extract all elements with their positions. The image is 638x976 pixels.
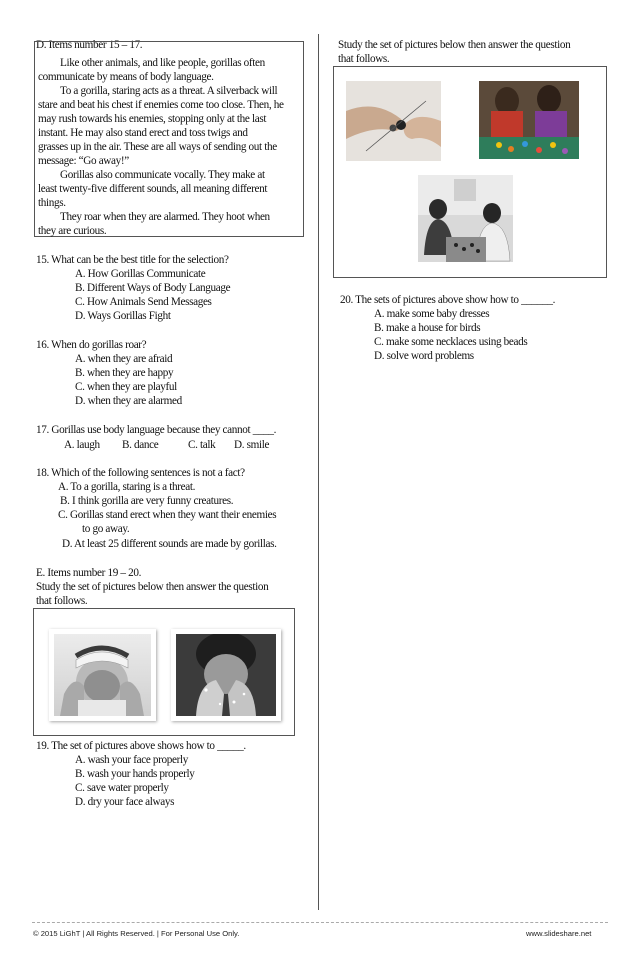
passage-line: Like other animals, and like people, gorillas often (60, 57, 265, 69)
question-19-option[interactable]: B. wash your hands properly (75, 768, 195, 780)
section-d-heading: D. Items number 15 – 17. (36, 39, 143, 51)
question-20-stem: 20. The sets of pictures above show how to ______. (340, 294, 556, 306)
passage-line: message: “Go away!” (38, 155, 129, 167)
passage-line: least twenty-five different sounds, all meaning different (38, 183, 268, 195)
passage-line: They roar when they are alarmed. They hoot when (60, 211, 270, 223)
section-e-heading: E. Items number 19 – 20. (36, 567, 142, 579)
question-18-option[interactable]: B. I think gorilla are very funny creatures. (60, 495, 234, 507)
question-18-option[interactable]: C. Gorillas stand erect when they want their enemies (58, 509, 277, 521)
question-16-option[interactable]: B. when they are happy (75, 367, 174, 379)
question-15-option[interactable]: D. Ways Gorillas Fight (75, 310, 171, 322)
right-instruction: Study the set of pictures below then answer the question (338, 39, 571, 51)
section-e-instruction: that follows. (36, 595, 88, 607)
question-15-option[interactable]: A. How Gorillas Communicate (75, 268, 206, 280)
section-e-instruction: Study the set of pictures below then answer the question (36, 581, 269, 593)
question-15-option[interactable]: B. Different Ways of Body Language (75, 282, 231, 294)
question-17-option[interactable]: A. laugh (64, 439, 100, 451)
passage-line: stare and beat his chest if enemies come too close. Then, he (38, 99, 284, 111)
footer-site-link[interactable]: www.slideshare.net (526, 929, 592, 938)
passage-line: grasses up in the air. These are all ways of sending out the (38, 141, 277, 153)
passage-line: communicate by means of body language. (38, 71, 214, 83)
question-17-option[interactable]: C. talk (188, 439, 216, 451)
passage-line: they are curious. (38, 225, 107, 237)
column-divider (318, 34, 319, 910)
question-20-option[interactable]: B. make a house for birds (374, 322, 481, 334)
question-19-option[interactable]: D. dry your face always (75, 796, 175, 808)
question-20-option[interactable]: D. solve word problems (374, 350, 474, 362)
face-washing-picture-box (33, 608, 295, 736)
passage-line: may rush towards his enemies, stopping only at the last (38, 113, 267, 125)
question-19-option[interactable]: A. wash your face properly (75, 754, 188, 766)
question-20-option[interactable]: C. make some necklaces using beads (374, 336, 528, 348)
question-17-option[interactable]: D. smile (234, 439, 270, 451)
question-16-option[interactable]: C. when they are playful (75, 381, 177, 393)
fingers-threading-bead-image (346, 81, 441, 161)
hands-splashing-face-image (176, 634, 276, 716)
question-17-option[interactable]: B. dance (122, 439, 159, 451)
woman-with-headband-image (54, 634, 151, 716)
question-20-option[interactable]: A. make some baby dresses (374, 308, 490, 320)
beading-photo-1 (346, 81, 441, 161)
question-16-option[interactable]: D. when they are alarmed (75, 395, 182, 407)
question-16-stem: 16. When do gorillas roar? (36, 339, 147, 351)
passage-line: things. (38, 197, 66, 209)
people-with-bead-necklaces-image (479, 81, 579, 159)
question-15-stem: 15. What can be the best title for the selection? (36, 254, 229, 266)
question-18-stem: 18. Which of the following sentences is not a fact? (36, 467, 245, 479)
footer-rule (32, 922, 608, 923)
question-18-option[interactable]: A. To a gorilla, staring is a threat. (58, 481, 196, 493)
bead-picture-box (333, 66, 607, 278)
beading-photo-3 (418, 175, 513, 262)
passage-line: instant. He may also stand erect and toss twigs and (38, 127, 248, 139)
face-washing-photo-1 (49, 629, 156, 721)
question-17-stem: 17. Gorillas use body language because they cannot ____. (36, 424, 277, 436)
question-18-option-continued: to go away. (82, 523, 130, 535)
passage-line: Gorillas also communicate vocally. They make at (60, 169, 265, 181)
question-19-option[interactable]: C. save water properly (75, 782, 169, 794)
right-instruction: that follows. (338, 53, 390, 65)
passage-line: To a gorilla, staring acts as a threat. A silverback will (60, 85, 278, 97)
face-washing-photo-2 (171, 629, 281, 721)
beading-photo-2 (479, 81, 579, 159)
question-18-option[interactable]: D. At least 25 different sounds are made by gorillas. (62, 538, 277, 550)
question-19-stem: 19. The set of pictures above shows how to _____. (36, 740, 246, 752)
question-15-option[interactable]: C. How Animals Send Messages (75, 296, 212, 308)
women-making-necklaces-image (418, 175, 513, 262)
question-16-option[interactable]: A. when they are afraid (75, 353, 173, 365)
footer-copyright: © 2015 LiGhT | All Rights Reserved. | For Personal Use Only. (33, 929, 240, 938)
